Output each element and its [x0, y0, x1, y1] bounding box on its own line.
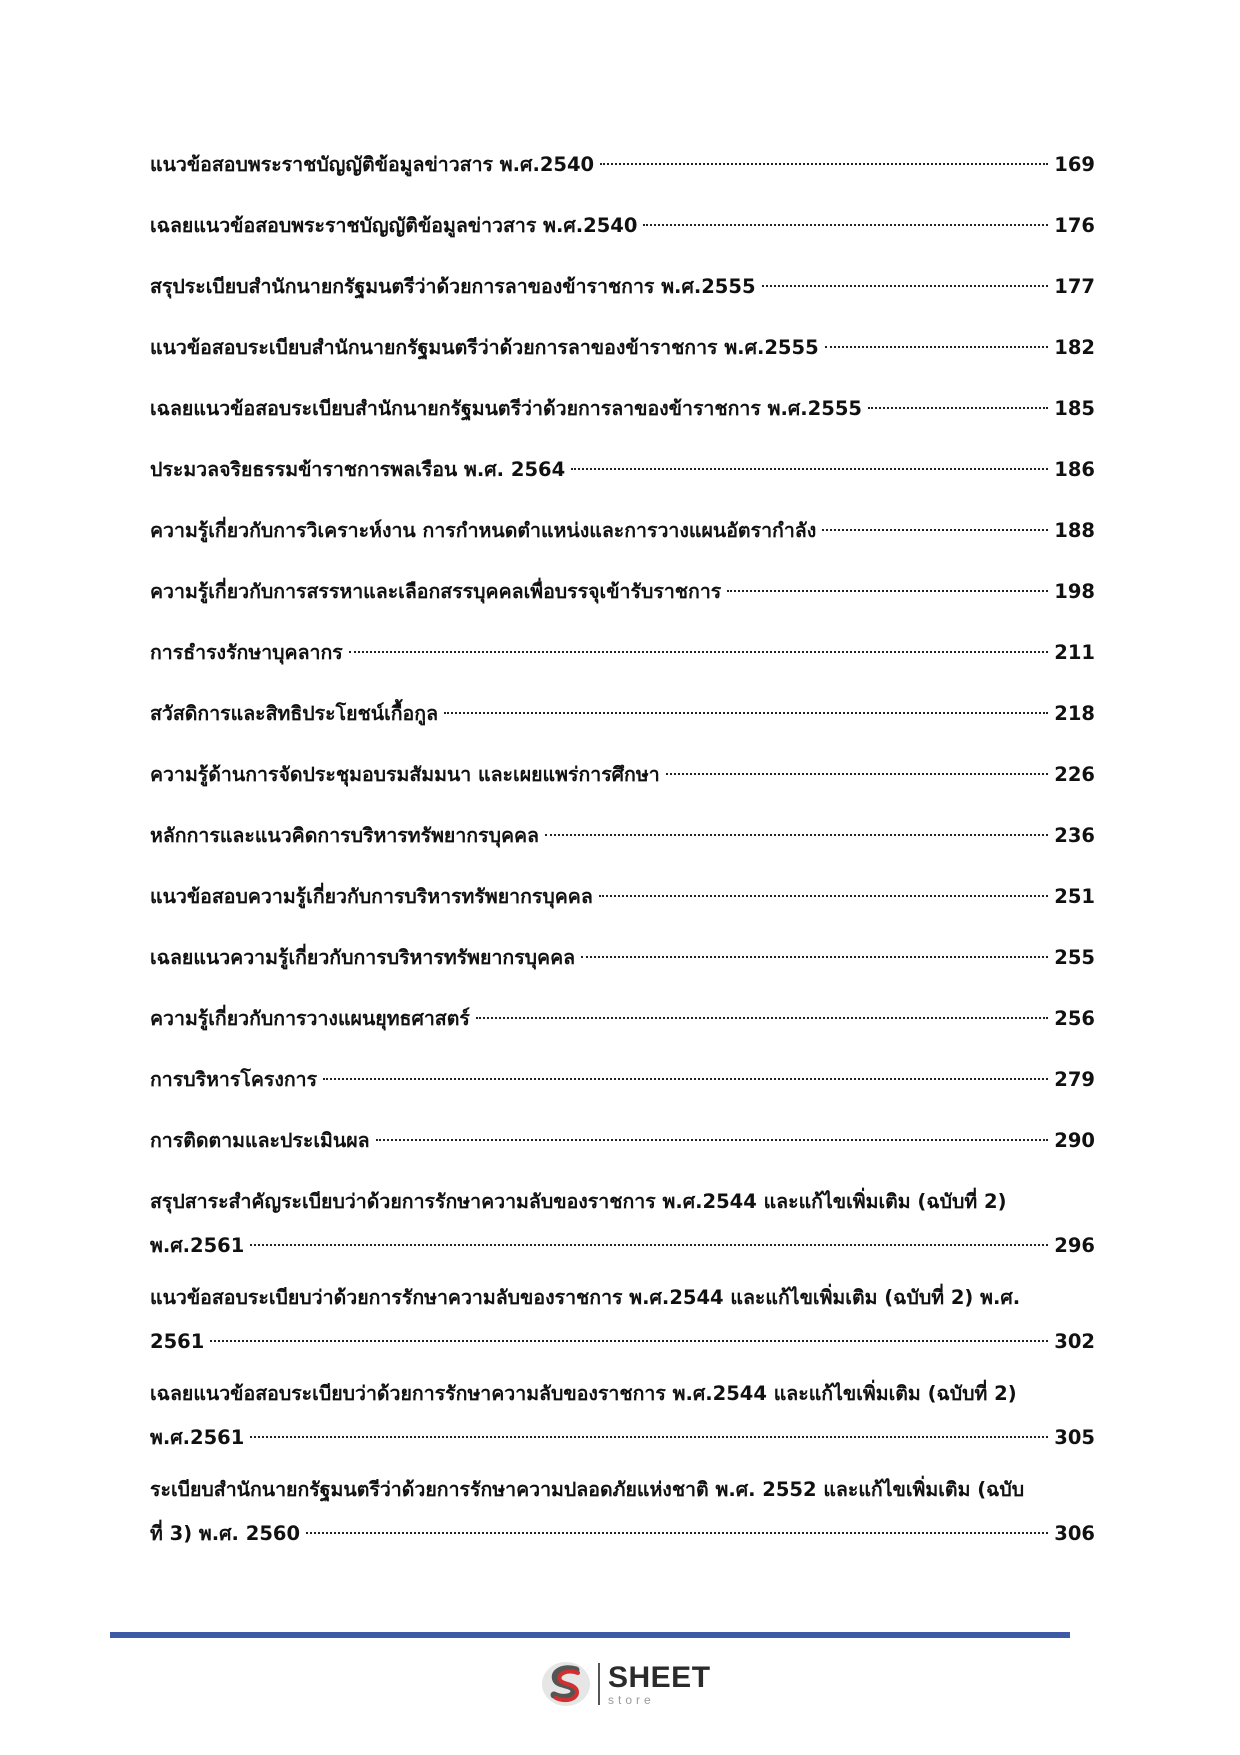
toc-title: ความรู้เกี่ยวกับการวางแผนยุทธศาสตร์ [150, 1007, 470, 1030]
toc-leader [666, 773, 1049, 775]
toc-title: เฉลยแนวข้อสอบพระราชบัญญัติข้อมูลข่าวสาร พ.ศ.2540 [150, 214, 638, 237]
toc-entry[interactable] [150, 945, 1095, 971]
toc-title-line2: ที่ 3) พ.ศ. 2560 [150, 1522, 301, 1545]
toc-entry-multiline[interactable] [150, 1477, 1095, 1547]
toc-page: 296 [1054, 1234, 1095, 1257]
toc-leader [349, 651, 1049, 653]
toc-page: 256 [1054, 1007, 1095, 1030]
toc-title: เฉลยแนวข้อสอบระเบียบสำนักนายกรัฐมนตรีว่าด้วยการลาของข้าราชการ พ.ศ.2555 [150, 397, 862, 420]
toc-entry-multiline[interactable] [150, 1285, 1095, 1355]
logo-sub: store [608, 1692, 655, 1707]
toc-title: ความรู้ด้านการจัดประชุมอบรมสัมมนา และเผยแพร่การศึกษา [150, 763, 660, 786]
toc-leader [825, 346, 1049, 348]
toc-page: 290 [1054, 1129, 1095, 1152]
toc-title-line1: เฉลยแนวข้อสอบระเบียบว่าด้วยการรักษาความลับของราชการ พ.ศ.2544 และแก้ไขเพิ่มเติม (ฉบับที่ 2) [150, 1382, 1017, 1405]
toc-leader [545, 834, 1048, 836]
toc-leader [250, 1244, 1048, 1246]
sheet-store-s-logo-icon [540, 1658, 592, 1710]
toc-page: 177 [1054, 275, 1095, 298]
toc-leader [376, 1139, 1049, 1141]
toc-leader [822, 529, 1048, 531]
toc-page: 169 [1054, 153, 1095, 176]
toc-page: 218 [1054, 702, 1095, 725]
toc-entry-multiline[interactable] [150, 1189, 1095, 1259]
toc-page: 198 [1054, 580, 1095, 603]
toc-entry-multiline[interactable] [150, 1381, 1095, 1451]
toc-title-line1: สรุปสาระสำคัญระเบียบว่าด้วยการรักษาความลับของราชการ พ.ศ.2544 และแก้ไขเพิ่มเติม (ฉบับที่ 2) [150, 1190, 1007, 1213]
toc-title-line2: พ.ศ.2561 [150, 1426, 245, 1449]
toc-entry[interactable] [150, 274, 1095, 300]
footer-rule [110, 1632, 1070, 1638]
toc-entry[interactable] [150, 640, 1095, 666]
toc-leader [727, 590, 1048, 592]
toc-page: 306 [1054, 1522, 1095, 1545]
toc-leader [323, 1078, 1048, 1080]
toc-page: 302 [1054, 1330, 1095, 1353]
toc-page: 279 [1054, 1068, 1095, 1091]
toc-title: การธำรงรักษาบุคลากร [150, 641, 343, 664]
toc-page: 186 [1054, 458, 1095, 481]
toc-title: ความรู้เกี่ยวกับการวิเคราะห์งาน การกำหนดตำแหน่งและการวางแผนอัตรากำลัง [150, 519, 817, 542]
toc-leader [581, 956, 1048, 958]
toc-entry[interactable] [150, 1067, 1095, 1093]
toc-page: 211 [1054, 641, 1095, 664]
toc-title: แนวข้อสอบระเบียบสำนักนายกรัฐมนตรีว่าด้วยการลาของข้าราชการ พ.ศ.2555 [150, 336, 819, 359]
toc-title-line1: ระเบียบสำนักนายกรัฐมนตรีว่าด้วยการรักษาความปลอดภัยแห่งชาติ พ.ศ. 2552 และแก้ไขเพิ่มเติม (ฉบับ [150, 1478, 1025, 1501]
toc-leader [444, 712, 1048, 714]
toc-page: 182 [1054, 336, 1095, 359]
toc-title: แนวข้อสอบความรู้เกี่ยวกับการบริหารทรัพยากรบุคคล [150, 885, 593, 908]
toc-leader [210, 1340, 1048, 1342]
sheet-store-logo [540, 1656, 711, 1712]
toc-title: หลักการและแนวคิดการบริหารทรัพยากรบุคคล [150, 824, 540, 847]
toc-entry[interactable] [150, 1006, 1095, 1032]
toc-page: 255 [1054, 946, 1095, 969]
toc-leader [476, 1017, 1048, 1019]
toc-page: 188 [1054, 519, 1095, 542]
toc-leader [250, 1436, 1048, 1438]
toc-entry[interactable] [150, 335, 1095, 361]
toc-leader [762, 285, 1049, 287]
toc-page: 236 [1054, 824, 1095, 847]
toc-leader [600, 163, 1048, 165]
toc-title: แนวข้อสอบพระราชบัญญัติข้อมูลข่าวสาร พ.ศ.2540 [150, 153, 595, 176]
toc-title: ความรู้เกี่ยวกับการสรรหาและเลือกสรรบุคคลเพื่อบรรจุเข้ารับราชการ [150, 580, 722, 603]
toc-page: 226 [1054, 763, 1095, 786]
toc-entry[interactable] [150, 457, 1095, 483]
table-of-contents [150, 152, 1095, 1573]
toc-leader [571, 468, 1048, 470]
toc-title: ประมวลจริยธรรมข้าราชการพลเรือน พ.ศ. 2564 [150, 458, 566, 481]
toc-title-line1: แนวข้อสอบระเบียบว่าด้วยการรักษาความลับของราชการ พ.ศ.2544 และแก้ไขเพิ่มเติม (ฉบับที่ 2) พ.ศ. [150, 1286, 1021, 1309]
toc-entry[interactable] [150, 823, 1095, 849]
toc-entry[interactable] [150, 1128, 1095, 1154]
toc-entry[interactable] [150, 518, 1095, 544]
toc-entry[interactable] [150, 396, 1095, 422]
logo-wordmark [608, 1660, 711, 1707]
toc-page: 305 [1054, 1426, 1095, 1449]
toc-leader [599, 895, 1048, 897]
toc-title: การบริหารโครงการ [150, 1068, 318, 1091]
toc-title-line2: 2561 [150, 1330, 205, 1353]
toc-page: 185 [1054, 397, 1095, 420]
toc-title: สรุประเบียบสำนักนายกรัฐมนตรีว่าด้วยการลาของข้าราชการ พ.ศ.2555 [150, 275, 756, 298]
toc-leader [643, 224, 1048, 226]
toc-leader [306, 1532, 1048, 1534]
toc-title: การติดตามและประเมินผล [150, 1129, 370, 1152]
toc-page: 176 [1054, 214, 1095, 237]
toc-entry[interactable] [150, 579, 1095, 605]
toc-entry[interactable] [150, 762, 1095, 788]
toc-title-line2: พ.ศ.2561 [150, 1234, 245, 1257]
toc-entry[interactable] [150, 152, 1095, 178]
toc-leader [868, 407, 1048, 409]
toc-title: สวัสดิการและสิทธิประโยชน์เกื้อกูล [150, 702, 439, 725]
logo-brand: SHEET [608, 1660, 711, 1694]
toc-title: เฉลยแนวความรู้เกี่ยวกับการบริหารทรัพยากรบุคคล [150, 946, 576, 969]
toc-entry[interactable] [150, 884, 1095, 910]
toc-entry[interactable] [150, 701, 1095, 727]
logo-separator [598, 1663, 600, 1705]
toc-page: 251 [1054, 885, 1095, 908]
toc-entry[interactable] [150, 213, 1095, 239]
